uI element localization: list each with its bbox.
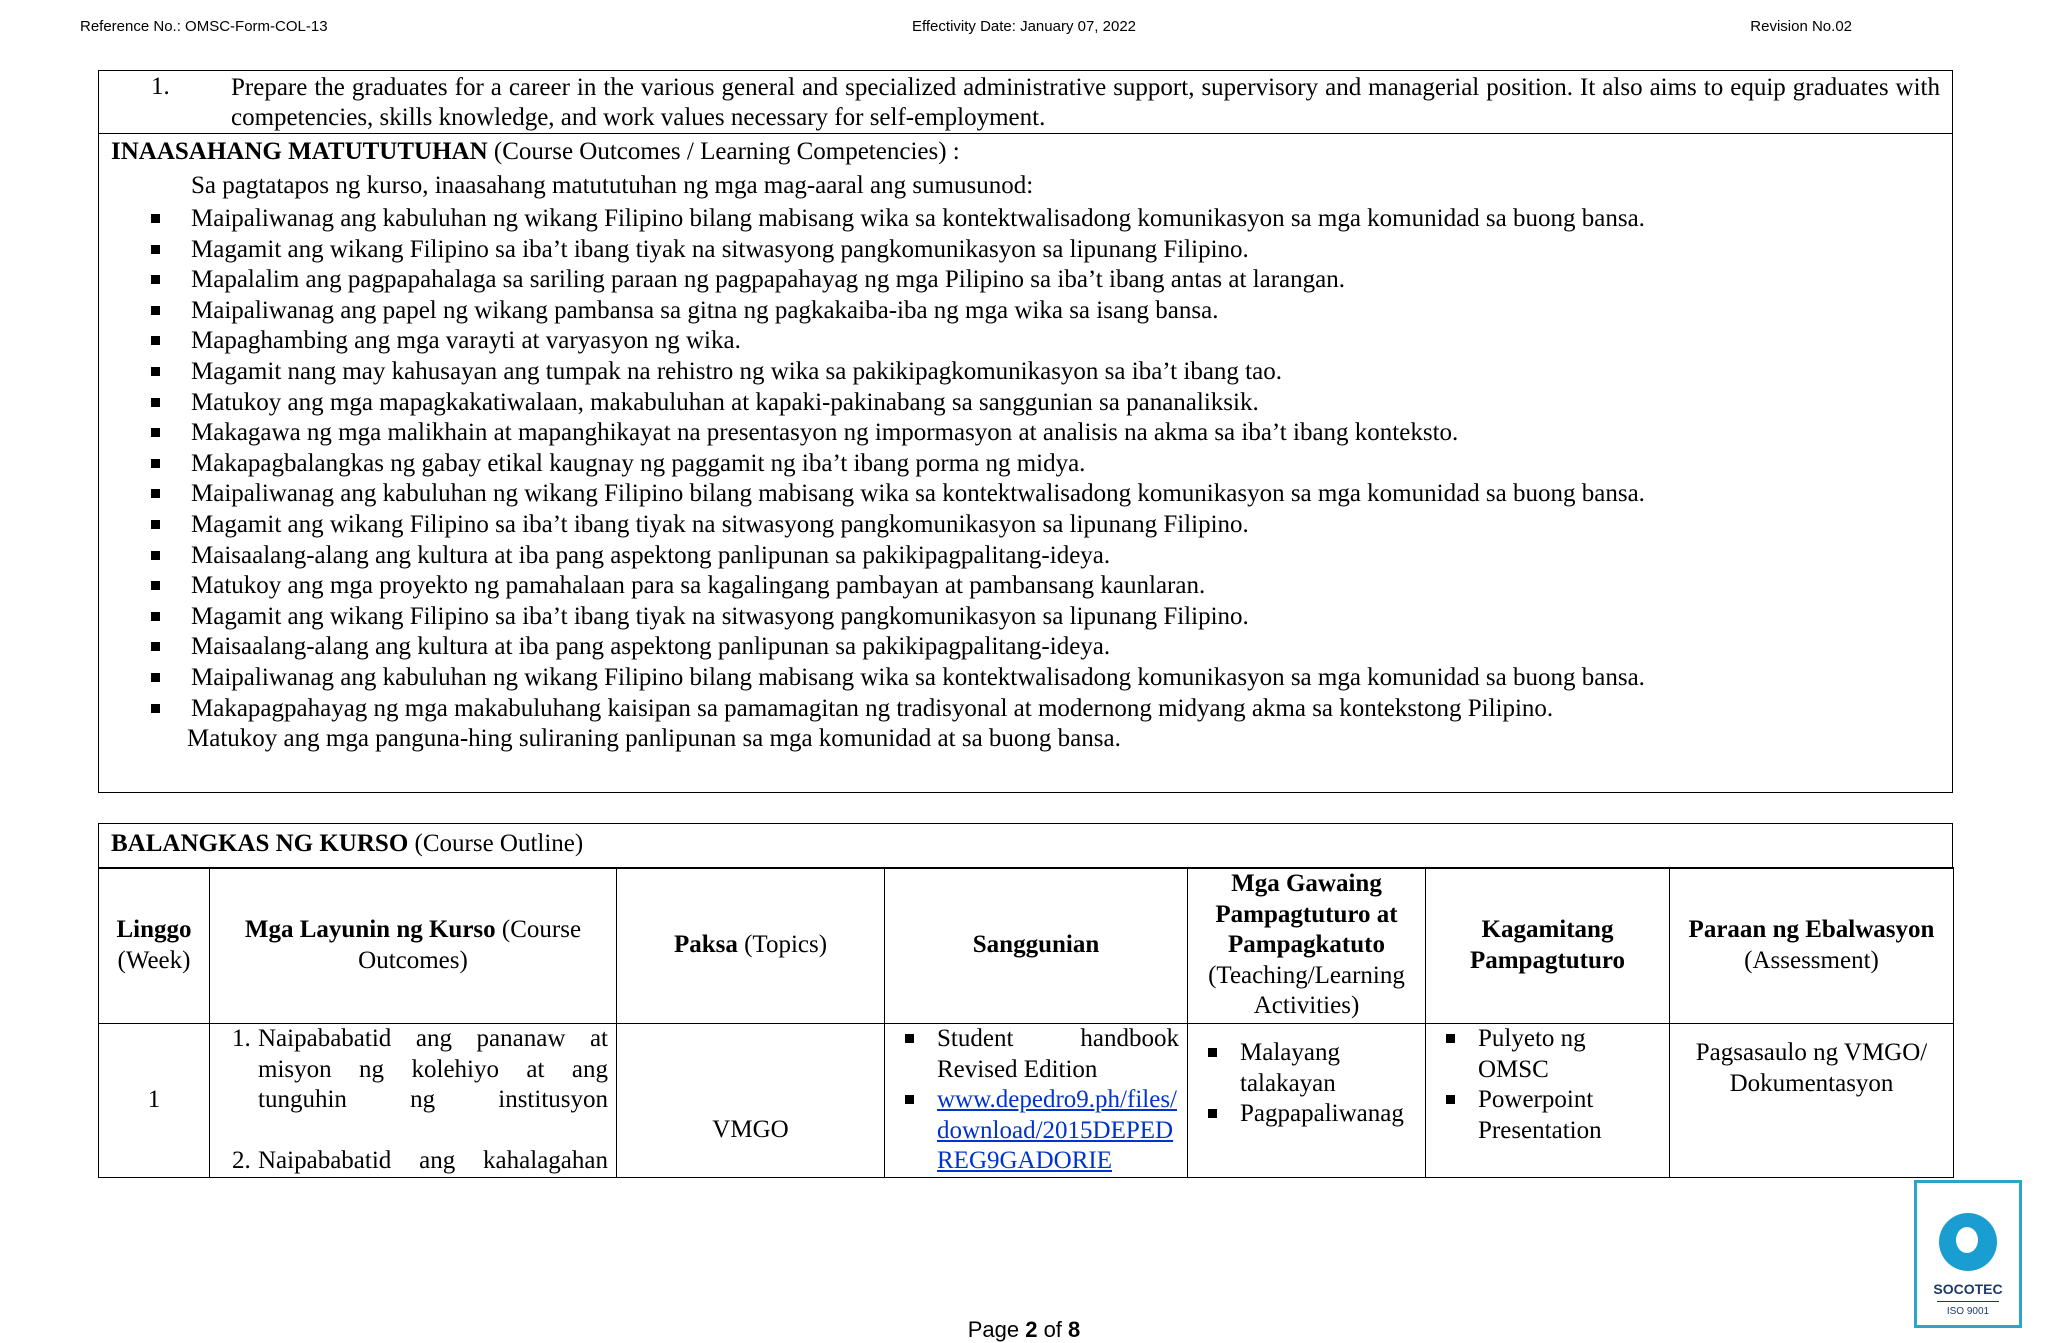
cert-standard: ISO 9001: [1937, 1301, 1999, 1317]
column-header-activities: Mga Gawaing Pampagtuturo at Pampagkatuto (Teaching/Learning Activities): [1188, 868, 1426, 1024]
list-item: Mapalalim ang pagpapahalaga sa sariling paraan ng pagpapahayag ng mga Pilipino sa iba’t ibang antas at larangan.: [99, 265, 1645, 296]
list-item: Maisaalang-alang ang kultura at iba pang aspektong panlipunan sa pakikipagpalitang-ideya.: [99, 632, 1645, 663]
bullet-icon: [151, 551, 160, 560]
bullet-icon: [151, 642, 160, 651]
activities-list: [1196, 1038, 1417, 1130]
bullet-icon: [151, 673, 160, 682]
activities-cell: [1188, 1024, 1426, 1178]
bullet-icon: [1446, 1095, 1455, 1104]
column-header-topics: Paksa (Topics): [617, 868, 885, 1024]
week-cell: 1: [99, 1024, 210, 1178]
list-item: Mapaghambing ang mga varayti at varyasyon ng wika.: [99, 326, 1645, 357]
course-outcomes-intro: Sa pagtatapos ng kurso, inaasahang matututuhan ng mga mag-aaral ang sumusunod:: [191, 172, 1034, 199]
bullet-icon: [151, 612, 160, 621]
list-item: Matukoy ang mga mapagkakatiwalaan, makabuluhan at kapaki-pakinabang sa sanggunian sa pananaliksik.: [99, 388, 1645, 419]
bullet-icon: [151, 245, 160, 254]
bullet-icon: [151, 459, 160, 468]
list-item: Maipaliwanag ang papel ng wikang pambansa sa gitna ng pagkakaiba-iba ng mga wika sa isang bansa.: [99, 296, 1645, 327]
bullet-icon: [151, 306, 160, 315]
objectives-box: [98, 70, 1953, 134]
references-list: [893, 1024, 1179, 1177]
course-outcomes-heading-bold: INAASAHANG MATUTUTUHAN: [111, 138, 488, 165]
list-item: Maipaliwanag ang kabuluhan ng wikang Filipino bilang mabisang wika sa kontektwalisadong komunikasyon sa mga komunidad sa buong bansa.: [99, 479, 1645, 510]
bullet-icon: [1208, 1109, 1217, 1118]
column-header-materials: Kagamitang Pampagtuturo: [1426, 868, 1670, 1024]
materials-list: [1434, 1024, 1661, 1146]
course-outline-title-bold: BALANGKAS NG KURSO: [111, 830, 409, 857]
column-header-outcomes: Mga Layunin ng Kurso (Course Outcomes): [210, 868, 617, 1024]
outcomes-cell: [210, 1024, 617, 1178]
bullet-icon: [151, 704, 160, 713]
reference-number: Reference No.: OMSC-Form-COL-13: [80, 18, 328, 35]
course-outcomes-heading-rest: (Course Outcomes / Learning Competencies) :: [487, 138, 960, 165]
course-outcomes-heading: [111, 136, 960, 168]
bullet-icon: [151, 275, 160, 284]
course-outline-title: [111, 830, 583, 858]
assessment-cell: Pagsasaulo ng VMGO/ Dokumentasyon: [1670, 1024, 1954, 1178]
bullet-icon: [151, 367, 160, 376]
course-outcomes-box: [98, 133, 1953, 793]
list-item: Pulyeto ng OMSC: [1434, 1024, 1661, 1085]
bullet-icon: [905, 1095, 914, 1104]
list-item: Makagawa ng mga malikhain at mapanghikayat na presentasyon ng impormasyon at analisis na akma sa iba’t ibang konteksto.: [99, 418, 1645, 449]
topic-cell: VMGO: [617, 1024, 885, 1178]
list-item: [893, 1085, 1179, 1177]
list-item: Magamit nang may kahusayan ang tumpak na rehistro ng wika sa pakikipagkomunikasyon sa iba’t ibang tao.: [99, 357, 1645, 388]
course-outline-title-rest: (Course Outline): [408, 830, 584, 857]
list-item: Makapagpahayag ng mga makabuluhang kaisipan sa pamamagitan ng tradisyonal at modernong midyang akma sa kontekstong Pilipino.: [99, 694, 1645, 725]
column-header-references: Sanggunian: [885, 868, 1188, 1024]
bullet-icon: [151, 214, 160, 223]
socotec-logo-icon: [1939, 1213, 1997, 1271]
bullet-icon: [151, 489, 160, 498]
list-item: 1. Naipababatid ang pananaw at misyon ng kolehiyo at ang tunguhin ng institusyon: [232, 1025, 608, 1113]
bullet-icon: [151, 398, 160, 407]
table-header-row: [99, 868, 1954, 1024]
column-header-week: Linggo (Week): [99, 868, 210, 1024]
page-number: Page 2 of 8: [967, 1317, 1081, 1342]
list-item: Magamit ang wikang Filipino sa iba’t ibang tiyak na sitwasyong pangkomunikasyon sa lipunang Filipino.: [99, 602, 1645, 633]
bullet-icon: [151, 336, 160, 345]
outcomes-list: [218, 1024, 608, 1176]
bullet-icon: [905, 1034, 914, 1043]
list-item: Matukoy ang mga proyekto ng pamahalaan para sa kagalingang pambayan at pambansang kaunlaran.: [99, 571, 1645, 602]
table-row: [99, 1024, 1954, 1178]
reference-link[interactable]: www.depedro9.ph/files/download/2015DEPEDREG9GADORIE: [937, 1086, 1177, 1174]
list-item: Student handbook Revised Edition: [893, 1024, 1179, 1085]
list-item: Maisaalang-alang ang kultura at iba pang aspektong panlipunan sa pakikipagpalitang-ideya.: [99, 541, 1645, 572]
bullet-icon: [1446, 1034, 1455, 1043]
objective-number: 1.: [151, 73, 170, 100]
iso-certification-badge: [1914, 1180, 2022, 1328]
bullet-icon: [151, 428, 160, 437]
materials-cell: [1426, 1024, 1670, 1178]
list-item: Maipaliwanag ang kabuluhan ng wikang Filipino bilang mabisang wika sa kontektwalisadong komunikasyon sa mga komunidad sa buong bansa.: [99, 204, 1645, 235]
bullet-icon: [1208, 1048, 1217, 1057]
bullet-icon: [151, 581, 160, 590]
list-item: Magamit ang wikang Filipino sa iba’t ibang tiyak na sitwasyong pangkomunikasyon sa lipunang Filipino.: [99, 510, 1645, 541]
course-outline-title-box: [98, 823, 1953, 869]
list-item: Pagpapaliwanag: [1196, 1099, 1417, 1130]
list-item: Maipaliwanag ang kabuluhan ng wikang Filipino bilang mabisang wika sa kontektwalisadong komunikasyon sa mga komunidad sa buong bansa.: [99, 663, 1645, 694]
bullet-icon: [151, 520, 160, 529]
list-item: 2. Naipababatid ang kahalagahan: [232, 1146, 608, 1174]
list-item: Magamit ang wikang Filipino sa iba’t ibang tiyak na sitwasyong pangkomunikasyon sa lipunang Filipino.: [99, 235, 1645, 266]
effectivity-date: Effectivity Date: January 07, 2022: [911, 18, 1137, 35]
list-item: Malayang talakayan: [1196, 1038, 1417, 1099]
course-outline-table: [98, 867, 1954, 1178]
list-item: Powerpoint Presentation: [1434, 1085, 1661, 1146]
course-outcomes-tail: Matukoy ang mga panguna-hing suliraning panlipunan sa mga komunidad at sa buong bansa.: [187, 725, 1121, 752]
cert-brand: SOCOTEC: [1933, 1281, 2003, 1297]
objective-text: Prepare the graduates for a career in the various general and specialized administrative support, supervisory and managerial position. It also aims to equip graduates with competencies, skills knowledge, and work values necessary for self-employment.: [231, 74, 1940, 131]
column-header-assessment: Paraan ng Ebalwasyon (Assessment): [1670, 868, 1954, 1024]
course-outcomes-list: [99, 204, 1645, 724]
revision-number: Revision No.02: [1750, 18, 1852, 35]
references-cell: [885, 1024, 1188, 1178]
list-item: Makapagbalangkas ng gabay etikal kaugnay ng paggamit ng iba’t ibang porma ng midya.: [99, 449, 1645, 480]
